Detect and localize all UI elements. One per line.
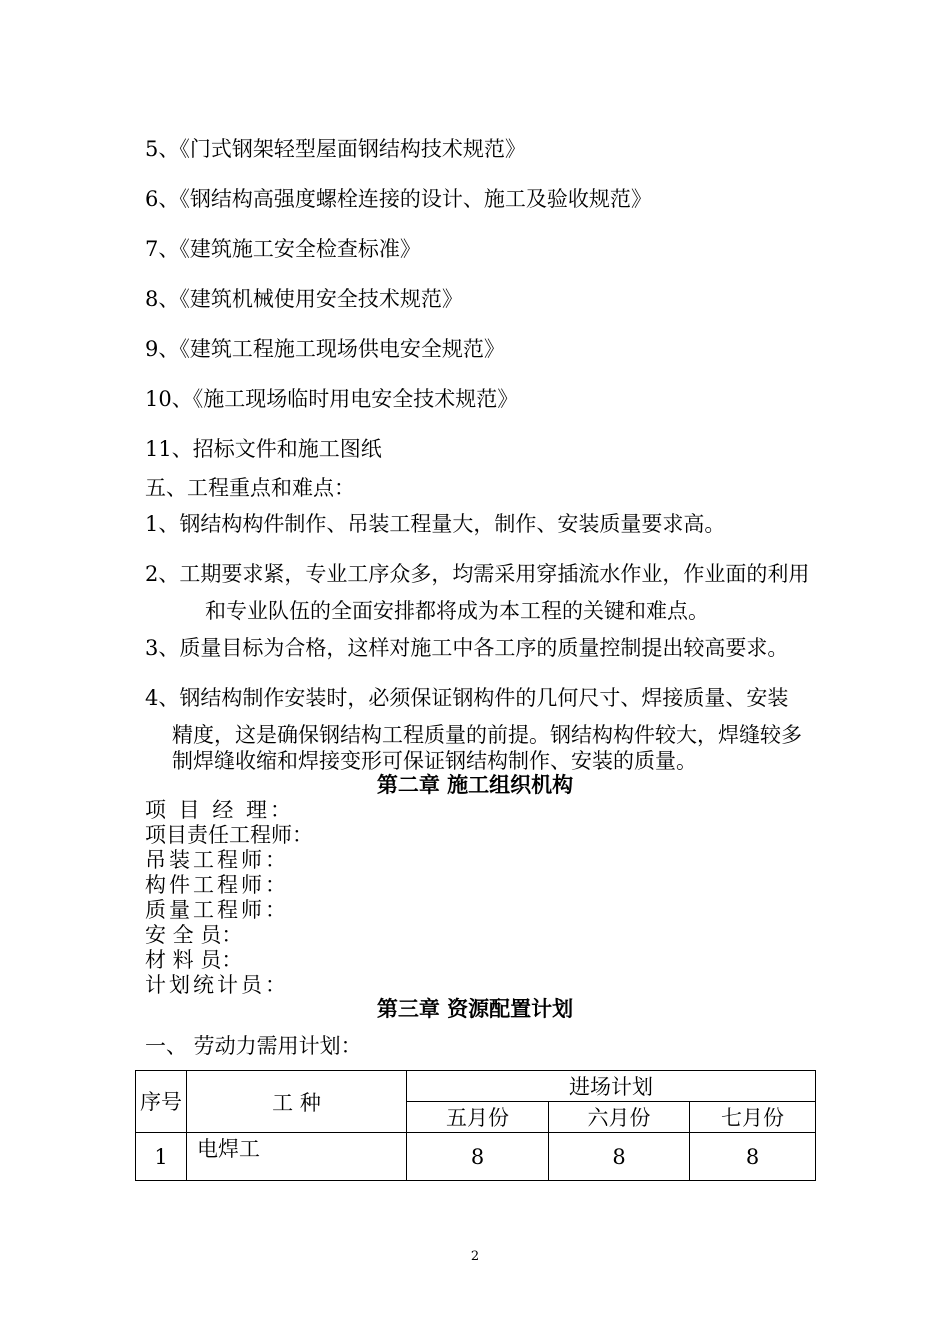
paragraph-continuation: 精度，这是确保钢结构工程质量的前提。钢结构构件较大，焊缝较多 <box>172 723 802 747</box>
paragraph-continuation: 和专业队伍的全面安排都将成为本工程的关键和难点。 <box>205 599 709 623</box>
cell-value: 8 <box>549 1133 690 1181</box>
header-trade: 工 种 <box>187 1071 407 1133</box>
role-label: 构件工程师： <box>145 873 289 897</box>
table-row <box>136 1133 816 1181</box>
labor-plan-table <box>135 1070 816 1181</box>
reference-item: 9、《建筑工程施工现场供电安全规范》 <box>145 337 505 361</box>
paragraph: 4、钢结构制作安装时，必须保证钢构件的几何尺寸、焊接质量、安装 <box>145 686 789 710</box>
reference-item: 6、《钢结构高强度螺栓连接的设计、施工及验收规范》 <box>145 187 652 211</box>
header-month: 七月份 <box>690 1102 816 1133</box>
cell-value: 8 <box>407 1133 549 1181</box>
cell-value: 8 <box>690 1133 816 1181</box>
header-index: 序号 <box>136 1071 187 1133</box>
chapter-title: 第二章 施工组织机构 <box>376 772 574 797</box>
subsection-title: 一、 劳动力需用计划： <box>145 1034 362 1058</box>
reference-item: 8、《建筑机械使用安全技术规范》 <box>145 287 463 311</box>
paragraph: 3、质量目标为合格，这样对施工中各工序的质量控制提出较高要求。 <box>145 636 789 660</box>
reference-item: 10、《施工现场临时用电安全技术规范》 <box>145 387 519 411</box>
role-label: 材 料 员： <box>145 948 243 972</box>
cell-index: 1 <box>136 1133 187 1181</box>
chapter-title: 第三章 资源配置计划 <box>376 996 574 1021</box>
header-month: 六月份 <box>549 1102 690 1133</box>
role-label: 安 全 员： <box>145 923 243 947</box>
reference-item: 5、《门式钢架轻型屋面钢结构技术规范》 <box>145 137 526 161</box>
page-number: 2 <box>470 1249 480 1264</box>
table-header-row <box>136 1071 816 1102</box>
header-plan: 进场计划 <box>407 1071 816 1102</box>
role-label: 计划统计员： <box>145 973 289 997</box>
reference-item: 11、招标文件和施工图纸 <box>145 437 382 461</box>
paragraph: 2、工期要求紧，专业工序众多，均需采用穿插流水作业，作业面的利用 <box>145 562 810 586</box>
role-label: 项 目 经 理： <box>145 798 295 822</box>
cell-trade: 电焊工 <box>187 1133 407 1181</box>
paragraph: 1、钢结构构件制作、吊装工程量大，制作、安装质量要求高。 <box>145 512 726 536</box>
section-title: 五、工程重点和难点： <box>145 476 355 500</box>
role-label: 质量工程师： <box>145 898 289 922</box>
paragraph-continuation: 制焊缝收缩和焊接变形可保证钢结构制作、安装的质量。 <box>172 749 697 773</box>
role-label: 吊装工程师： <box>145 848 289 872</box>
role-label: 项目责任工程师： <box>145 823 313 847</box>
reference-item: 7、《建筑施工安全检查标准》 <box>145 237 421 261</box>
header-month: 五月份 <box>407 1102 549 1133</box>
